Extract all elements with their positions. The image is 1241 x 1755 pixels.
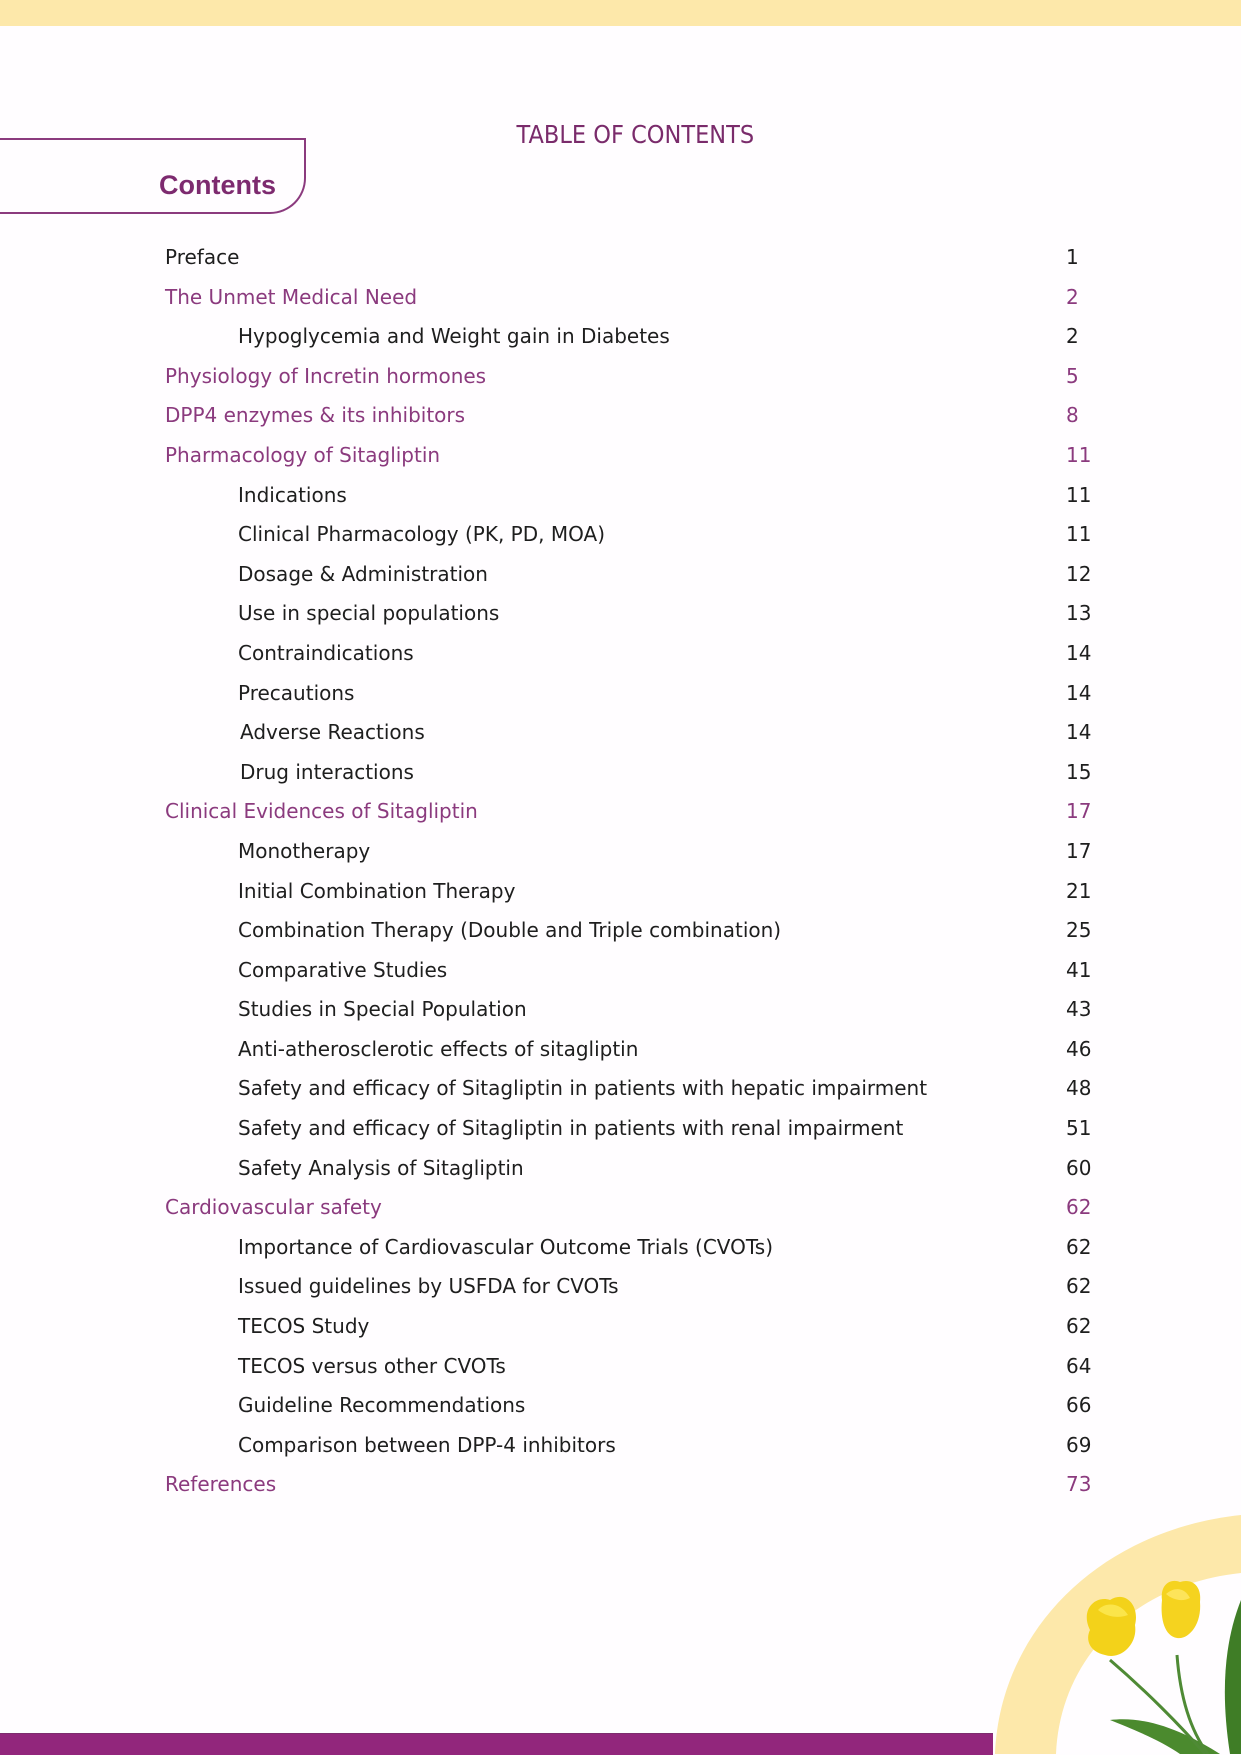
top-decorative-band	[0, 0, 1241, 26]
toc-entry-page-number: 8	[1066, 403, 1079, 428]
toc-entry-page-number: 13	[1066, 601, 1092, 626]
toc-entry-label[interactable]: Importance of Cardiovascular Outcome Trials (CVOTs)	[238, 1234, 774, 1259]
toc-entry-page-number: 62	[1066, 1314, 1092, 1339]
toc-entry-page-number: 41	[1066, 957, 1092, 982]
page-title: TABLE OF CONTENTS	[516, 120, 755, 149]
toc-section-entry[interactable]	[0, 278, 1241, 318]
toc-entry-label[interactable]: Preface	[165, 245, 240, 269]
toc-entry-label[interactable]: Indications	[238, 482, 347, 507]
toc-entry-page-number: 1	[1066, 245, 1079, 269]
toc-entry-page-number: 2	[1066, 324, 1079, 349]
toc-entry-label[interactable]: Cardiovascular safety	[165, 1195, 382, 1220]
toc-entry-page-number: 73	[1066, 1472, 1092, 1497]
toc-section-entry[interactable]	[0, 238, 1241, 278]
toc-subsection-entry[interactable]	[0, 515, 1241, 555]
toc-subsection-entry[interactable]	[0, 872, 1241, 912]
toc-subsection-entry[interactable]	[0, 1426, 1241, 1466]
toc-entry-page-number: 43	[1066, 997, 1092, 1022]
toc-entry-page-number: 46	[1066, 1036, 1092, 1061]
toc-subsection-entry[interactable]	[0, 1347, 1241, 1387]
toc-section-entry[interactable]	[0, 396, 1241, 436]
toc-entry-page-number: 2	[1066, 284, 1079, 309]
toc-subsection-entry[interactable]	[0, 634, 1241, 674]
toc-entry-page-number: 51	[1066, 1116, 1092, 1141]
toc-entry-page-number: 11	[1066, 482, 1092, 507]
toc-entry-page-number: 21	[1066, 878, 1092, 903]
toc-subsection-entry[interactable]	[0, 1386, 1241, 1426]
toc-subsection-entry[interactable]	[0, 951, 1241, 991]
bottom-decorative-band	[0, 1733, 993, 1755]
toc-entry-label[interactable]: Safety and efficacy of Sitagliptin in patients with renal impairment	[238, 1116, 904, 1141]
toc-subsection-entry[interactable]	[0, 1109, 1241, 1149]
toc-entry-label[interactable]: Pharmacology of Sitagliptin	[165, 442, 441, 467]
toc-entry-page-number: 69	[1066, 1432, 1092, 1457]
toc-subsection-entry[interactable]	[0, 476, 1241, 516]
toc-entry-page-number: 17	[1066, 799, 1092, 824]
toc-subsection-entry[interactable]	[0, 317, 1241, 357]
toc-subsection-entry[interactable]	[0, 1307, 1241, 1347]
toc-entry-label[interactable]: Hypoglycemia and Weight gain in Diabetes	[238, 324, 670, 349]
toc-entry-label[interactable]: Adverse Reactions	[240, 720, 425, 745]
toc-subsection-entry[interactable]	[0, 594, 1241, 634]
toc-section-entry[interactable]	[0, 792, 1241, 832]
toc-entry-label[interactable]: Drug interactions	[240, 759, 414, 784]
toc-entry-label[interactable]: Precautions	[238, 680, 355, 705]
toc-section-entry[interactable]	[0, 436, 1241, 476]
toc-subsection-entry[interactable]	[0, 753, 1241, 793]
toc-entry-page-number: 17	[1066, 838, 1092, 863]
toc-entry-page-number: 25	[1066, 918, 1092, 943]
toc-entry-label[interactable]: Monotherapy	[238, 838, 371, 863]
toc-subsection-entry[interactable]	[0, 832, 1241, 872]
toc-entry-label[interactable]: Combination Therapy (Double and Triple combination)	[238, 918, 782, 943]
toc-entry-label[interactable]: Dosage & Administration	[238, 561, 488, 586]
toc-subsection-entry[interactable]	[0, 990, 1241, 1030]
table-of-contents	[0, 238, 1241, 1505]
toc-section-entry[interactable]	[0, 357, 1241, 397]
toc-subsection-entry[interactable]	[0, 1030, 1241, 1070]
toc-entry-label[interactable]: Contraindications	[238, 640, 414, 665]
toc-section-entry[interactable]	[0, 1188, 1241, 1228]
toc-entry-label[interactable]: Use in special populations	[238, 601, 500, 626]
toc-subsection-entry[interactable]	[0, 555, 1241, 595]
toc-subsection-entry[interactable]	[0, 713, 1241, 753]
toc-entry-label[interactable]: Initial Combination Therapy	[238, 878, 516, 903]
toc-entry-page-number: 62	[1066, 1274, 1092, 1299]
toc-entry-label[interactable]: Clinical Evidences of Sitagliptin	[165, 799, 478, 824]
toc-entry-page-number: 60	[1066, 1155, 1092, 1180]
toc-subsection-entry[interactable]	[0, 1149, 1241, 1189]
toc-subsection-entry[interactable]	[0, 911, 1241, 951]
toc-entry-page-number: 15	[1066, 759, 1092, 784]
toc-entry-label[interactable]: Clinical Pharmacology (PK, PD, MOA)	[238, 522, 605, 547]
toc-subsection-entry[interactable]	[0, 1069, 1241, 1109]
toc-entry-page-number: 48	[1066, 1076, 1092, 1101]
toc-entry-page-number: 14	[1066, 640, 1092, 665]
toc-subsection-entry[interactable]	[0, 1228, 1241, 1268]
toc-entry-page-number: 66	[1066, 1393, 1092, 1418]
toc-entry-label[interactable]: Comparison between DPP-4 inhibitors	[238, 1432, 616, 1457]
toc-entry-page-number: 14	[1066, 720, 1092, 745]
toc-entry-label[interactable]: Comparative Studies	[238, 957, 448, 982]
toc-entry-label[interactable]: Issued guidelines by USFDA for CVOTs	[238, 1274, 619, 1299]
toc-entry-label[interactable]: Physiology of Incretin hormones	[165, 363, 487, 388]
toc-entry-label[interactable]: Anti-atherosclerotic effects of sitagliptin	[238, 1036, 639, 1061]
toc-entry-page-number: 11	[1066, 442, 1092, 467]
toc-entry-label[interactable]: Safety Analysis of Sitagliptin	[238, 1155, 524, 1180]
toc-entry-page-number: 11	[1066, 522, 1092, 547]
toc-entry-label[interactable]: TECOS versus other CVOTs	[238, 1353, 506, 1378]
toc-entry-page-number: 64	[1066, 1353, 1092, 1378]
toc-entry-label[interactable]: References	[165, 1472, 277, 1497]
toc-entry-label[interactable]: Guideline Recommendations	[238, 1393, 526, 1418]
toc-entry-page-number: 5	[1066, 363, 1079, 388]
toc-subsection-entry[interactable]	[0, 1267, 1241, 1307]
toc-entry-label[interactable]: Studies in Special Population	[238, 997, 527, 1022]
toc-subsection-entry[interactable]	[0, 674, 1241, 714]
tulip-icon	[980, 1490, 1241, 1754]
toc-entry-label[interactable]: DPP4 enzymes & its inhibitors	[165, 403, 466, 428]
toc-entry-page-number: 14	[1066, 680, 1092, 705]
toc-entry-page-number: 62	[1066, 1234, 1092, 1259]
toc-entry-page-number: 62	[1066, 1195, 1092, 1220]
toc-entry-label[interactable]: Safety and efficacy of Sitagliptin in patients with hepatic impairment	[238, 1076, 928, 1101]
contents-tab-label: Contents	[159, 170, 276, 200]
toc-entry-page-number: 12	[1066, 561, 1092, 586]
toc-entry-label[interactable]: TECOS Study	[238, 1314, 370, 1339]
contents-tab	[0, 138, 306, 214]
toc-entry-label[interactable]: The Unmet Medical Need	[165, 284, 418, 309]
